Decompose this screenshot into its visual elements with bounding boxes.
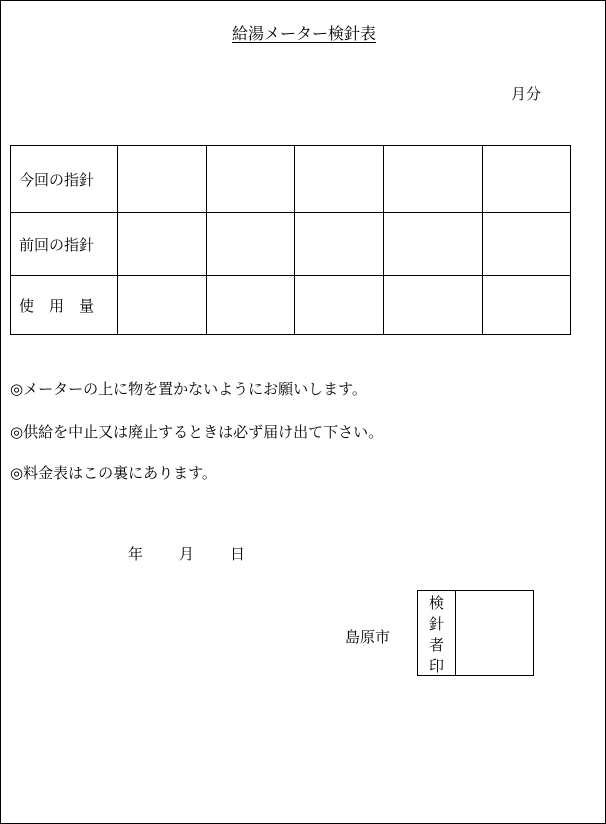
table-row: [11, 276, 571, 335]
meter-reading-table: [10, 145, 571, 335]
inspector-stamp-label: [418, 591, 456, 675]
row-label-current-reading: 今回の指針: [11, 146, 118, 213]
note-do-not-place-objects: ◎メーターの上に物を置かないようにお願いします。: [10, 380, 367, 398]
previous-reading-cell[interactable]: [118, 213, 207, 276]
note-notify-discontinuation: ◎供給を中止又は廃止するときは必ず届け出て下さい。: [10, 423, 384, 441]
current-reading-cell[interactable]: [384, 146, 483, 213]
usage-cell[interactable]: [483, 276, 571, 335]
previous-reading-cell[interactable]: [483, 213, 571, 276]
previous-reading-cell[interactable]: [207, 213, 295, 276]
previous-reading-cell[interactable]: [384, 213, 483, 276]
date-year-label: 年: [128, 545, 144, 563]
usage-cell[interactable]: [118, 276, 207, 335]
current-reading-cell[interactable]: [207, 146, 295, 213]
date-month-label: 月: [179, 545, 195, 563]
city-name: 島原市: [345, 628, 391, 646]
stamp-label-char: 検: [428, 594, 444, 612]
inspector-stamp-box: [417, 590, 534, 676]
stamp-label-char: 印: [428, 657, 444, 675]
usage-cell[interactable]: [384, 276, 483, 335]
note-rate-table-on-back: ◎料金表はこの裏にあります。: [10, 464, 217, 482]
stamp-label-char: 針: [428, 615, 444, 633]
form-title: 給湯メーター検針表: [231, 24, 376, 43]
usage-cell[interactable]: [295, 276, 384, 335]
previous-reading-cell[interactable]: [295, 213, 384, 276]
stamp-label-char: 者: [428, 636, 444, 654]
month-label: 月分: [511, 85, 542, 103]
table-row: [11, 146, 571, 213]
usage-cell[interactable]: [207, 276, 295, 335]
current-reading-cell[interactable]: [483, 146, 571, 213]
current-reading-cell[interactable]: [295, 146, 384, 213]
date-day-label: 日: [230, 545, 246, 563]
row-label-previous-reading: 前回の指針: [11, 213, 118, 276]
current-reading-cell[interactable]: [118, 146, 207, 213]
row-label-usage: 使 用 量: [11, 276, 118, 335]
table-row: [11, 213, 571, 276]
